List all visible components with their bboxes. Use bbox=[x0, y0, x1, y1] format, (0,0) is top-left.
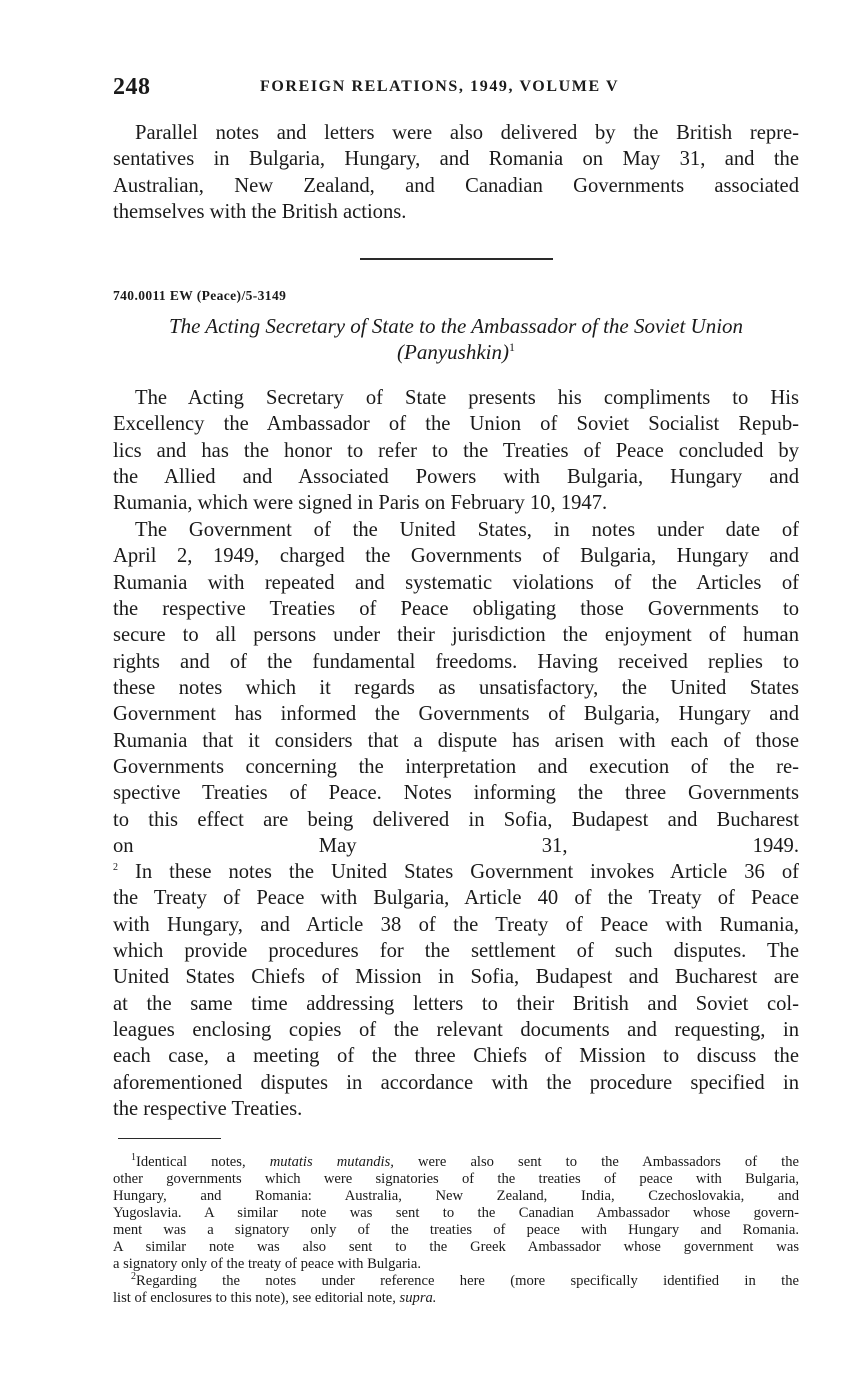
text-line: the Treaty of Peace with Bulgaria, Article 40 of the Treaty of Peace bbox=[113, 887, 799, 910]
text-line: Rumania with repeated and systematic violations of the Articles of bbox=[113, 571, 799, 594]
running-title: FOREIGN RELATIONS, 1949, VOLUME V bbox=[260, 78, 620, 95]
footnote-line: a signatory only of the treaty of peace with Bulgaria. bbox=[113, 1256, 421, 1272]
text-line: spective Treaties of Peace. Notes informing the three Governments bbox=[113, 782, 799, 805]
text-line: at the same time addressing letters to their British and Soviet col- bbox=[113, 992, 799, 1015]
text-line: In these notes the United States Government invokes Article 36 of bbox=[135, 861, 799, 883]
text-line: with Hungary, and Article 38 of the Treaty of Peace with Rumania, bbox=[113, 913, 799, 936]
text-line: each case, a meeting of the three Chiefs of Mission to discuss the bbox=[113, 1045, 799, 1068]
text-line: United States Chiefs of Mission in Sofia, Budapest and Bucharest are bbox=[113, 966, 799, 989]
text-line: The Acting Secretary of State presents his compliments to His bbox=[135, 387, 799, 409]
text-line: rights and of the fundamental freedoms. Having received replies to bbox=[113, 650, 799, 673]
text-line: Rumania that it considers that a dispute has arisen with each of those bbox=[113, 729, 799, 752]
heading-line bbox=[113, 339, 799, 365]
text-line: which provide procedures for the settlement of such disputes. The bbox=[113, 940, 799, 963]
text-line: April 2, 1949, charged the Governments of Bulgaria, Hungary and bbox=[113, 545, 799, 568]
text-line: Parallel notes and letters were also delivered by the British repre- bbox=[135, 122, 799, 144]
text-line: these notes which it regards as unsatisfactory, the United States bbox=[113, 677, 799, 700]
italic-term: mutatis mutandis, bbox=[269, 1154, 394, 1170]
text-line: The Government of the United States, in notes under date of bbox=[135, 519, 799, 541]
text-line: sentatives in Bulgaria, Hungary, and Romania on May 31, and the bbox=[113, 148, 799, 171]
footnote-reference: 2 bbox=[113, 862, 118, 874]
footnotes bbox=[113, 1154, 799, 1307]
text-line: the respective Treaties. bbox=[113, 1098, 303, 1121]
text-line: lics and has the honor to refer to the Treaties of Peace concluded by bbox=[113, 439, 799, 462]
text-line: leagues enclosing copies of the relevant documents and requesting, in bbox=[113, 1019, 799, 1042]
text-line: Australian, New Zealand, and Canadian Governments associated bbox=[113, 174, 799, 197]
text-fragment: Regarding the notes under reference here (more specifically identified in the bbox=[136, 1273, 799, 1289]
heading-line: The Acting Secretary of State to the Ambassador of the Soviet Union bbox=[168, 314, 744, 338]
text-line: secure to all persons under their jurisdiction the enjoyment of human bbox=[113, 624, 799, 647]
intro-paragraph bbox=[113, 120, 799, 225]
footnote-separator bbox=[118, 1138, 221, 1139]
document-heading bbox=[113, 313, 799, 365]
text-line: to this effect are being delivered in Sofia, Budapest and Bucharest bbox=[113, 808, 799, 831]
recipient-name: (Panyushkin) bbox=[397, 340, 509, 364]
body-paragraph bbox=[113, 385, 799, 517]
footnote-2 bbox=[113, 1273, 799, 1290]
footnote-line: Hungary, and Romania: Australia, New Zealand, India, Czechoslovakia, and bbox=[113, 1188, 799, 1204]
running-header bbox=[113, 72, 803, 102]
file-reference: 740.0011 EW (Peace)/5-3149 bbox=[113, 288, 287, 303]
text-fragment: on May 31, 1949. bbox=[113, 835, 799, 858]
text-line: Governments concerning the interpretation and execution of the re- bbox=[113, 756, 799, 779]
footnote-mark: 1 bbox=[131, 1152, 136, 1164]
footnote-line: other governments which were signatories of the treaties of peace with Bulgaria, bbox=[113, 1171, 799, 1187]
text-line: the respective Treaties of Peace obligating those Governments to bbox=[113, 598, 799, 621]
footnote-line: Yugoslavia. A similar note was sent to the Canadian Ambassador whose govern- bbox=[113, 1205, 799, 1221]
page-number: 248 bbox=[113, 74, 151, 100]
footnote-1 bbox=[113, 1154, 799, 1171]
body-paragraph bbox=[113, 517, 799, 886]
text-fragment: were also sent to the Ambassadors of the bbox=[393, 1154, 799, 1170]
text-line: Rumania, which were signed in Paris on February 10, 1947. bbox=[113, 492, 608, 515]
text-line: Government has informed the Governments of Bulgaria, Hungary and bbox=[113, 703, 799, 726]
section-separator bbox=[360, 258, 553, 260]
footnote-mark: 2 bbox=[131, 1271, 136, 1283]
footnote-line bbox=[113, 1290, 799, 1307]
text-fragment: Identical notes, bbox=[136, 1154, 270, 1170]
text-line: Excellency the Ambassador of the Union of Soviet Socialist Repub- bbox=[113, 413, 799, 436]
footnote-line: A similar note was also sent to the Greek Ambassador whose government was bbox=[113, 1239, 799, 1255]
text-line: the Allied and Associated Powers with Bulgaria, Hungary and bbox=[113, 466, 799, 489]
footnote-line: ment was a signatory only of the treaties of peace with Hungary and Romania. bbox=[113, 1222, 799, 1238]
text-fragment: list of enclosures to this note), see editorial note, bbox=[113, 1290, 400, 1306]
text-line: aforementioned disputes in accordance with the procedure specified in bbox=[113, 1071, 799, 1094]
footnote-reference: 1 bbox=[508, 340, 515, 354]
italic-term: supra. bbox=[399, 1290, 437, 1306]
body-paragraph bbox=[113, 859, 799, 1122]
text-line: themselves with the British actions. bbox=[113, 201, 407, 224]
